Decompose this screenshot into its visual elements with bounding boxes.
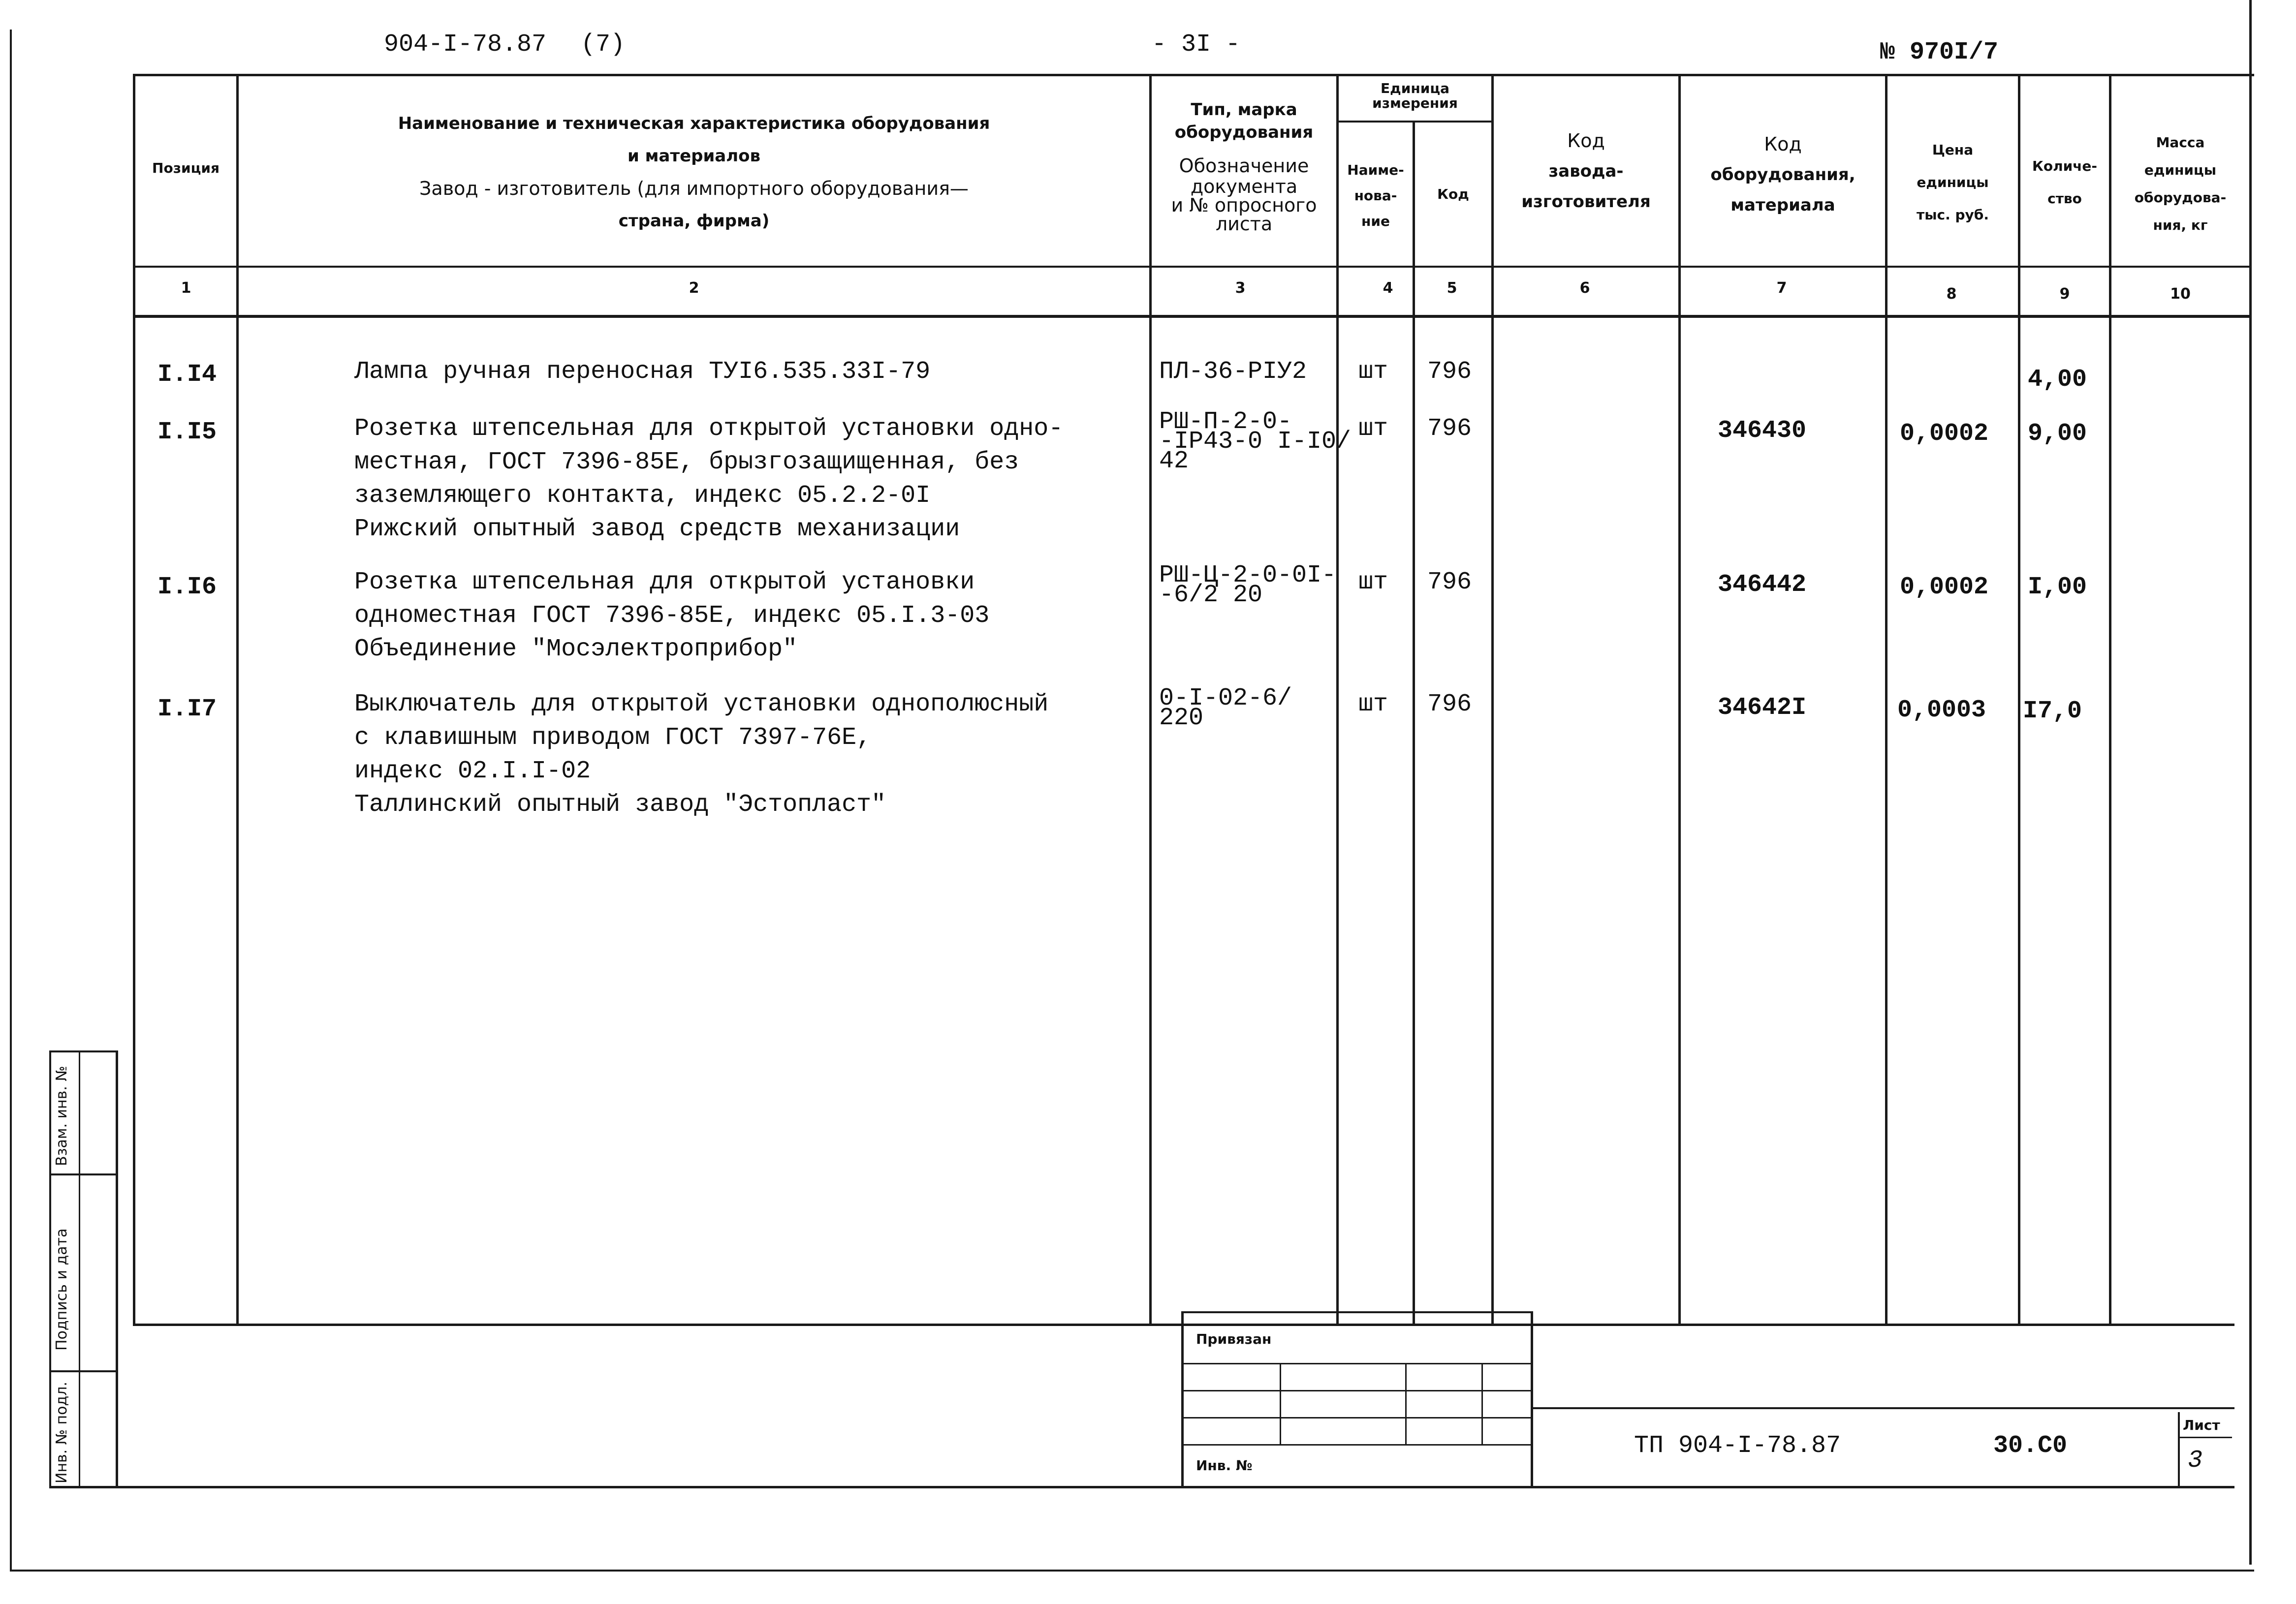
col-header-position: Позиция — [152, 160, 220, 176]
col-line-0 — [133, 74, 135, 1324]
row-unit-code: 796 — [1427, 568, 1472, 596]
col-header-unit-name-l3: ние — [1361, 213, 1390, 229]
col-line-5 — [1491, 74, 1494, 1324]
row-type — [1159, 561, 1337, 609]
col-header-name-l4: страна, фирма) — [618, 211, 770, 231]
col-header-factory-code-l3: изготовителя — [1521, 192, 1651, 212]
side-stamp-top — [49, 1050, 118, 1052]
col-header-quantity — [2020, 150, 2109, 215]
title-block-divider-1 — [1181, 1311, 1184, 1486]
col-header-equip-code-l1: Код — [1764, 133, 1802, 155]
row-name-line: Объединение "Мосэлектроприбор" — [354, 635, 798, 663]
row-equip-code: 34642I — [1718, 694, 1807, 722]
title-block-col-c — [1481, 1363, 1483, 1444]
title-section: 30.С0 — [1993, 1432, 2068, 1460]
col-number-3: 3 — [1235, 279, 1246, 297]
row-type-line: ПЛ-36-РIУ2 — [1159, 358, 1307, 386]
row-name-line: Таллинский опытный завод "Эстопласт" — [354, 791, 886, 819]
row-position: I.I5 — [157, 418, 217, 446]
side-stamp-left-border — [49, 1050, 51, 1488]
col-line-4 — [1413, 121, 1415, 1324]
col-header-type — [1152, 98, 1336, 233]
col-number-9: 9 — [2059, 285, 2070, 303]
title-attached-label: Привязан — [1196, 1331, 1272, 1347]
row-name — [354, 355, 930, 389]
title-block-doc-top — [1531, 1407, 2234, 1409]
row-name-line: заземляющего контакта, индекс 05.2.2-0I — [354, 482, 931, 510]
title-block-row-3 — [1181, 1417, 1531, 1419]
row-equip-code: 346430 — [1718, 417, 1807, 445]
row-name — [354, 412, 1063, 546]
row-quantity: I,00 — [2028, 573, 2087, 601]
col-line-6 — [1678, 74, 1681, 1324]
side-inv-replace: Взам. инв. № — [53, 1066, 70, 1166]
row-type-line: 220 — [1159, 704, 1204, 732]
col-header-unit-code: Код — [1437, 186, 1469, 202]
row-unit-code: 796 — [1427, 690, 1472, 718]
title-sheet-label: Лист — [2183, 1417, 2220, 1433]
title-block-top — [1181, 1311, 1533, 1313]
numbers-bottom-line — [133, 315, 2252, 318]
side-stamp-right-border — [116, 1050, 118, 1488]
title-block-row-2 — [1181, 1390, 1531, 1391]
title-inv-label: Инв. № — [1196, 1457, 1253, 1474]
row-quantity: 9,00 — [2028, 420, 2087, 448]
row-type-line: РШ-Ц-2-0-0I- — [1159, 561, 1337, 589]
col-header-type-l5: и № опросного — [1171, 194, 1317, 216]
col-line-1 — [236, 74, 239, 1324]
row-equip-code: 346442 — [1718, 571, 1807, 599]
col-header-unit-name-l1: Наиме- — [1347, 162, 1404, 178]
col-header-name — [239, 107, 1149, 237]
col-header-equip-code-l3: материала — [1730, 195, 1835, 215]
row-name-line: Лампа ручная переносная ТУI6.535.33I-79 — [354, 358, 931, 386]
col-header-price-l1: Цена — [1932, 142, 1974, 158]
row-type-line: -IP43-0 I-I0/ — [1159, 428, 1352, 456]
col-line-7 — [1885, 74, 1887, 1324]
side-stamp-inner-v — [79, 1050, 80, 1488]
unit-subheader-line — [1336, 121, 1494, 123]
row-price: 0,0002 — [1900, 420, 1989, 448]
col-header-unit-l1: Единица — [1381, 80, 1449, 96]
row-unit: шт — [1358, 690, 1388, 718]
row-name-line: индекс 02.I.I-02 — [354, 757, 591, 785]
row-position: I.I4 — [157, 361, 217, 389]
col-header-mass-l4: ния, кг — [2153, 217, 2208, 233]
col-header-quantity-l1: Количе- — [2032, 158, 2098, 174]
col-number-4: 4 — [1383, 279, 1393, 297]
col-line-10 — [2249, 74, 2252, 1324]
col-header-type-l6: листа — [1215, 213, 1273, 235]
col-header-mass-l3: оборудова- — [2134, 189, 2227, 206]
col-number-6: 6 — [1579, 279, 1590, 297]
col-header-equip-code-l2: оборудования, — [1710, 165, 1856, 185]
row-unit: шт — [1358, 415, 1388, 443]
title-block-divider-2 — [1531, 1311, 1533, 1486]
row-type-line: -6/2 20 — [1159, 581, 1263, 609]
row-type-line: 0-I-02-6/ — [1159, 684, 1292, 712]
col-header-type-l3: Обозначение — [1179, 155, 1309, 177]
row-type — [1159, 684, 1292, 732]
col-line-9 — [2109, 74, 2111, 1324]
col-header-factory-code — [1494, 125, 1678, 217]
col-header-name-l1: Наименование и техническая характеристика оборудования — [398, 114, 990, 133]
col-header-factory-code-l1: Код — [1567, 130, 1605, 152]
col-number-7: 7 — [1776, 279, 1787, 297]
title-block-sheet-mid — [2178, 1437, 2232, 1438]
side-stamp-divider-1 — [49, 1173, 118, 1175]
col-header-equip-code — [1681, 129, 1885, 220]
col-header-mass-l2: единицы — [2144, 162, 2217, 178]
col-header-type-l2: оборудования — [1174, 123, 1314, 142]
frame-bottom — [49, 1486, 2234, 1488]
col-line-3 — [1336, 74, 1339, 1324]
row-name-line: местная, ГОСТ 7396-85Е, брызгозащищенная, без — [354, 448, 1019, 476]
row-price: 0,0003 — [1897, 696, 1986, 724]
col-header-unit-name — [1339, 157, 1413, 234]
row-name-line: с клавишным приводом ГОСТ 7397-76Е, — [354, 724, 872, 752]
row-unit: шт — [1358, 358, 1388, 386]
col-number-5: 5 — [1447, 279, 1457, 297]
col-header-name-l3: Завод - изготовитель (для импортного оборудования— — [419, 178, 969, 199]
doc-code: 904-I-78.87 — [384, 31, 547, 59]
col-number-10: 10 — [2170, 285, 2191, 303]
col-header-price — [1887, 134, 2018, 231]
row-name-line: Розетка штепсельная для открытой установки — [354, 568, 975, 596]
col-line-8 — [2018, 74, 2020, 1324]
col-header-factory-code-l2: завода- — [1548, 161, 1624, 181]
row-unit: шт — [1358, 568, 1388, 596]
col-header-mass — [2111, 129, 2249, 239]
row-unit-code: 796 — [1427, 415, 1472, 443]
title-block-col-b — [1405, 1363, 1407, 1444]
row-name-line: Розетка штепсельная для открытой установки одно- — [354, 415, 1064, 443]
title-sheet-number: 3 — [2188, 1447, 2203, 1475]
col-header-type-l4: документа — [1190, 176, 1298, 197]
frame-top — [133, 74, 2254, 76]
row-quantity: 4,00 — [2028, 366, 2087, 394]
title-block-row-4 — [1181, 1444, 1531, 1446]
side-inv-orig: Инв. № подл. — [53, 1382, 70, 1483]
sheet-part: (7) — [581, 31, 626, 59]
row-name-line: одноместная ГОСТ 7396-85Е, индекс 05.I.3-03 — [354, 602, 990, 630]
col-header-unit — [1339, 81, 1491, 111]
col-line-2 — [1149, 74, 1152, 1324]
col-number-2: 2 — [689, 279, 699, 297]
outer-bottom — [10, 1570, 2254, 1572]
row-type — [1159, 408, 1352, 475]
outer-left — [10, 30, 12, 1570]
title-block-row-1 — [1181, 1363, 1531, 1364]
row-type-line: 42 — [1159, 447, 1189, 475]
title-block-col-a — [1280, 1363, 1281, 1444]
side-sign-date: Подпись и дата — [53, 1228, 70, 1351]
col-header-price-l3: тыс. руб. — [1916, 207, 1989, 223]
row-type-line: РШ-П-2-0- — [1159, 408, 1292, 436]
title-doc-code: ТП 904-I-78.87 — [1634, 1432, 1841, 1460]
archive-number: № 970I/7 — [1880, 38, 1999, 66]
col-header-quantity-l2: ство — [2047, 190, 2082, 207]
table-bottom-line — [133, 1324, 2234, 1326]
col-header-mass-l1: Масса — [2156, 134, 2205, 151]
row-name-line: Рижский опытный завод средств механизации — [354, 515, 960, 543]
col-number-8: 8 — [1946, 285, 1957, 303]
col-header-name-l2: и материалов — [627, 146, 761, 166]
header-bottom-line — [133, 266, 2252, 268]
col-header-unit-name-l2: нова- — [1354, 187, 1397, 204]
row-price: 0,0002 — [1900, 573, 1989, 601]
row-quantity: I7,0 — [2023, 697, 2082, 725]
page-number: - 3I - — [1152, 31, 1241, 59]
row-position: I.I7 — [157, 695, 217, 723]
title-block-sheet-left — [2178, 1412, 2180, 1486]
row-type — [1159, 355, 1307, 389]
row-unit-code: 796 — [1427, 358, 1472, 386]
row-name — [354, 566, 989, 666]
col-header-price-l2: единицы — [1917, 174, 1989, 190]
row-name-line: Выключатель для открытой установки однополюсный — [354, 690, 1049, 718]
col-header-unit-l2: измерения — [1372, 95, 1458, 111]
row-name — [354, 688, 1048, 822]
col-header-type-l1: Тип, марка — [1191, 100, 1297, 120]
side-stamp-divider-2 — [49, 1370, 118, 1372]
row-position: I.I6 — [157, 573, 217, 601]
col-number-1: 1 — [181, 279, 191, 297]
